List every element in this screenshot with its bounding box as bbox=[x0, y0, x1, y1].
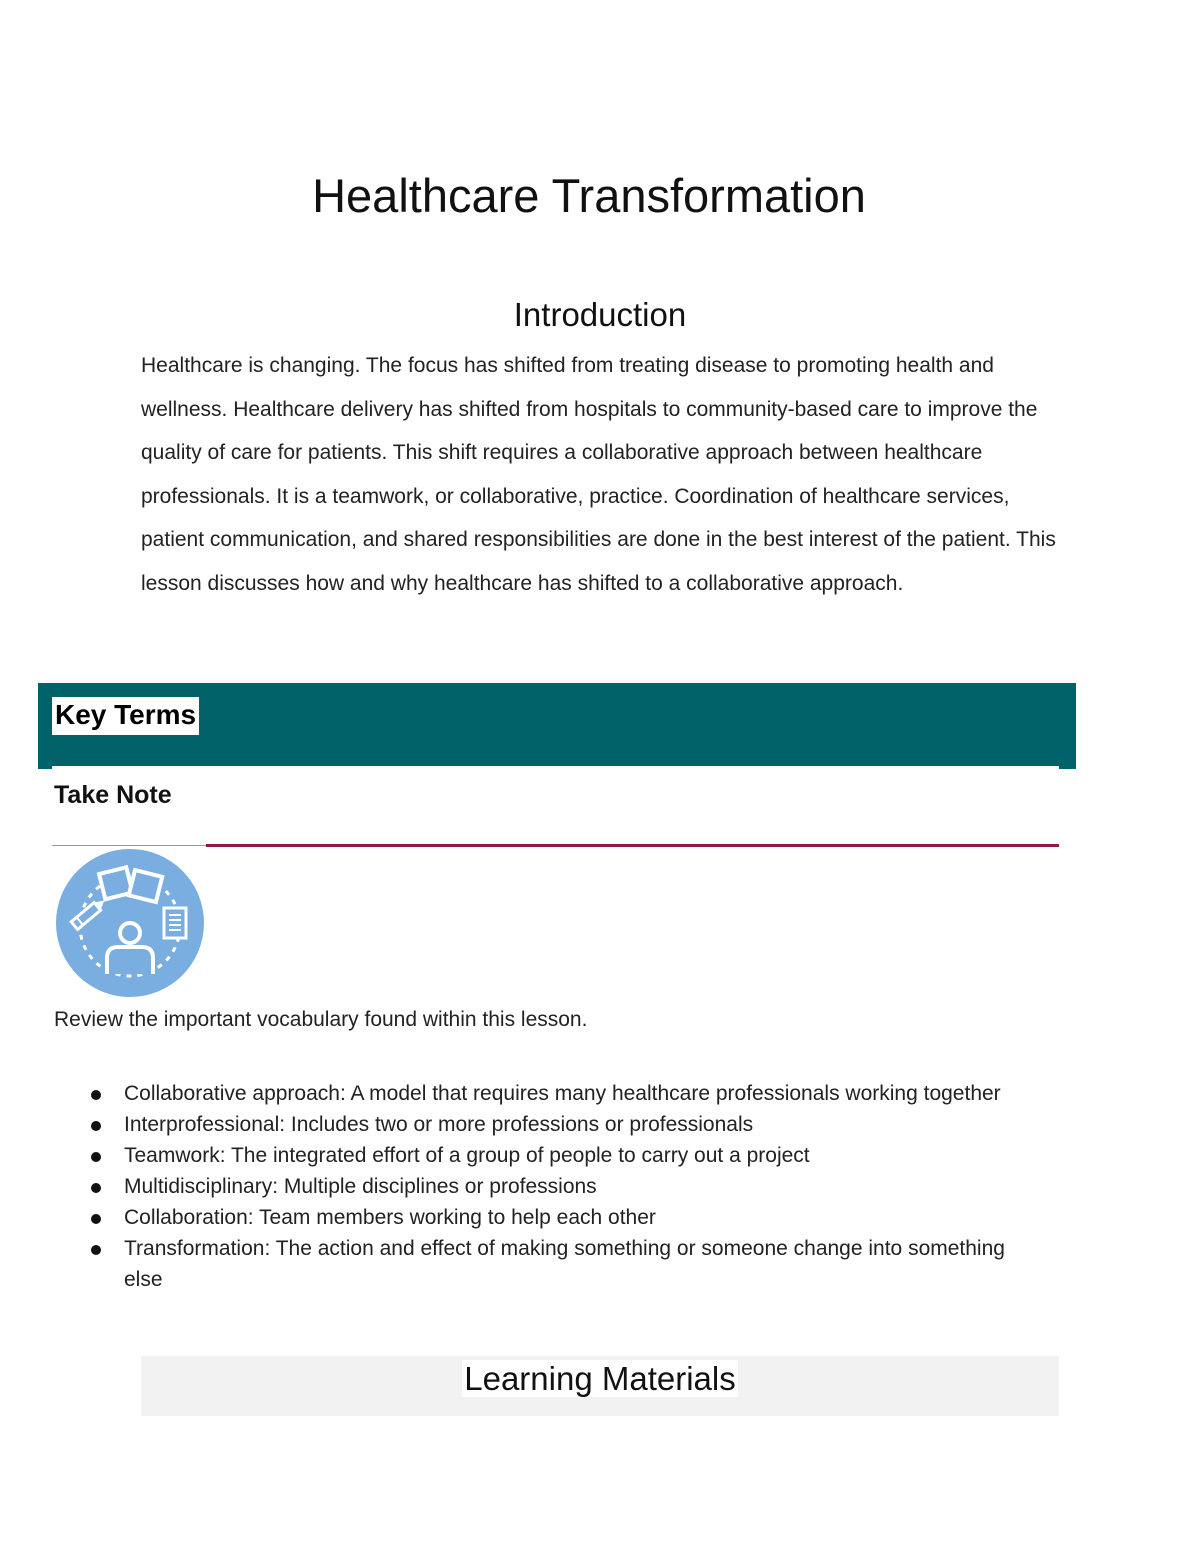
introduction-paragraph: Healthcare is changing. The focus has shifted from treating disease to promoting health and wellness. Healthcare delivery has shifted from hospitals to community-based care to improve the quality of care for patients. This shift requires a collaborative approach between healthcare professionals. It is a teamwork, or collaborative, practice. Coordination of healthcare services, patient communication, and shared responsibilities are done in the best interest of the patient. This lesson discusses how and why healthcare has shifted to a collaborative approach. bbox=[141, 354, 1056, 595]
key-terms-banner bbox=[38, 683, 1076, 769]
learning-materials-label: Learning Materials bbox=[464, 1360, 736, 1397]
study-materials-person-icon bbox=[55, 848, 205, 998]
banner-underline bbox=[52, 766, 1059, 769]
learning-materials-heading bbox=[141, 1356, 1059, 1416]
list-item: Collaborative approach: A model that requires many healthcare professionals working together bbox=[88, 1078, 1048, 1109]
take-note-divider bbox=[206, 844, 1059, 847]
list-item: Interprofessional: Includes two or more professions or professionals bbox=[88, 1109, 1048, 1140]
key-terms-label: Key Terms bbox=[52, 697, 199, 735]
list-item: Transformation: The action and effect of making something or someone change into something else bbox=[88, 1233, 1048, 1295]
introduction-heading: Introduction bbox=[513, 296, 687, 333]
list-item: Teamwork: The integrated effort of a group of people to carry out a project bbox=[88, 1140, 1048, 1171]
key-terms-list bbox=[88, 1078, 1048, 1295]
list-item: Multidisciplinary: Multiple disciplines or professions bbox=[88, 1171, 1048, 1202]
take-note-divider-left bbox=[52, 845, 206, 846]
review-instructions: Review the important vocabulary found within this lesson. bbox=[54, 1008, 588, 1031]
list-item: Collaboration: Team members working to help each other bbox=[88, 1202, 1048, 1233]
document-title: Healthcare Transformation bbox=[312, 169, 866, 222]
take-note-heading: Take Note bbox=[54, 781, 172, 809]
